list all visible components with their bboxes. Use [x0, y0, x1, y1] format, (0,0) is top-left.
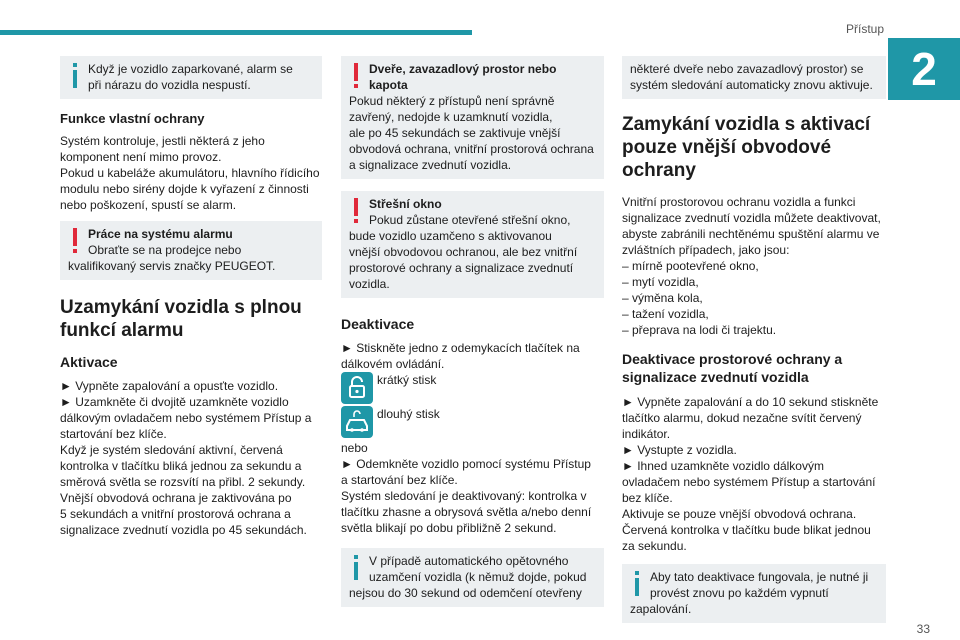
warning-icon	[68, 228, 82, 256]
warning-icon	[349, 198, 363, 226]
paragraph-self-protection: Systém kontroluje, jestli některá z jeho komponent není mimo provoz. Pokud u kabeláže akumulátoru, hlavního řídicího modulu nebo sirény dojde k vyřazení z činnosti nebo poškození, spustí se alarm.	[60, 134, 320, 212]
info-note-continued: některé dveře nebo zavazadlový prostor) se systém sledování automaticky znovu aktivuje.	[622, 56, 886, 99]
short-press-row	[341, 372, 604, 404]
paragraph-deactivation: ► Stiskněte jedno z odemykacích tlačítek na dálkovém ovládání.	[341, 341, 580, 371]
heading-deactivation: Deaktivace	[341, 316, 415, 332]
heading-activation: Aktivace	[60, 354, 118, 370]
note-line: při nárazu do vozidla nespustí.	[88, 78, 251, 92]
column-2	[341, 56, 604, 619]
column-1	[60, 56, 322, 544]
info-icon	[68, 63, 82, 91]
heading-full-alarm-lock: Uzamykání vozidla s plnou funkcí alarmu	[60, 297, 302, 341]
heading-outer-protection-lock: Zamykání vozidla s aktivací pouze vnější obvodové ochrany	[622, 114, 871, 181]
warning-sunroof: Střešní okno Pokud zůstane otevřené střešní okno, bude vozidlo uzamčeno s aktivovanou vnější obvodovou ochranou, ale bez vnitřní prostorové ochrany a signalizace zvednutí vozidla.	[341, 191, 604, 298]
long-press-label: dlouhý stisk	[377, 407, 440, 421]
heading-self-protection: Funkce vlastní ochrany	[60, 111, 205, 126]
paragraph-activation: ► Vypněte zapalování a opusťte vozidlo. ► Uzamkněte či dvojitě uzamkněte vozidlo dálkovým ovladačem nebo systémem Přístup a startování bez klíče. Když je systém sledování aktivní, červená kontrolka v tlačítku bliká jednou za sekundu a směrová světla se rozsvítí na přibl. 2 sekundy. Vnější obvodová ochrana je zaktivována po 5 sekundách a vnitřní prostorová ochrana a signalizace zvednutí vozidla po 45 sekundách.	[60, 379, 312, 537]
warning-icon	[349, 63, 363, 91]
page-number: 33	[916, 622, 930, 636]
short-press-label: krátký stisk	[377, 373, 437, 387]
info-note-relock: V případě automatického opětovného uzamčení vozidla (k němuž dojde, pokud nejsou do 30 sekund od odemčení otevřeny	[341, 548, 604, 607]
warning-title: Práce na systému alarmu	[88, 227, 233, 241]
warning-doors: Dveře, zavazadlový prostor nebo kapota Pokud některý z přístupů není správně zavřený, nedojde k uzamknutí vozidla, ale po 45 sekundách se zaktivuje vnější obvodová ochrana, vnitřní prostorová ochrana a signalizace zvednutí vozidla.	[341, 56, 604, 179]
header-accent-bar	[0, 30, 472, 35]
paragraph-deactivate-interior: ► Vypněte zapalování a do 10 sekund stiskněte tlačítko alarmu, dokud nezačne svítit červený indikátor. ► Vystupte z vozidla. ► Ihned uzamkněte vozidlo dálkovým ovladačem nebo systémem Přístup a startování bez klíče. Aktivuje se pouze vnější obvodová ochrana. Červená kontrolka v tlačítku bude blikat jednou za sekundu.	[622, 395, 879, 553]
unlock-padlock-icon	[341, 372, 373, 404]
paragraph-intro: Vnitřní prostorovou ochranu vozidla a funkci signalizace zvednutí vozidla můžete deaktivovat, abyste zabránili nechtěnému spuštění alarmu ve zvláštních případech, jako jsou: – mírně pootevřené okno, – mytí vozidla, – výměna kola, – tažení vozidla, – přeprava na lodi či trajektu.	[622, 195, 881, 337]
info-note-repeat: Aby tato deaktivace fungovala, je nutné ji provést znovu po každém vypnutí zapalování.	[622, 564, 886, 623]
column-3	[622, 56, 886, 635]
info-icon	[349, 555, 363, 583]
info-icon	[630, 571, 644, 599]
car-unlock-icon	[341, 406, 373, 438]
section-name: Přístup	[845, 22, 884, 36]
info-note-parked	[60, 56, 322, 99]
heading-deactivate-interior: Deaktivace prostorové ochrany a signalizace zvednutí vozidla	[622, 351, 843, 385]
long-press-row	[341, 406, 604, 438]
chapter-number-tab: 2	[888, 38, 960, 100]
paragraph-deactivation-after: nebo ► Odemkněte vozidlo pomocí systému Přístup a startování bez klíče. Systém sledování je deaktivovaný: kontrolka v tlačítku zhasne a obrysová světla a/nebo denní světla blikají po dobu přibližně 2 sekund.	[341, 441, 592, 535]
warning-alarm-work: Práce na systému alarmu Obraťte se na prodejce nebo kvalifikovaný servis značky PEUGEOT.	[60, 221, 322, 280]
note-line: Když je vozidlo zaparkované, alarm se	[88, 62, 293, 76]
